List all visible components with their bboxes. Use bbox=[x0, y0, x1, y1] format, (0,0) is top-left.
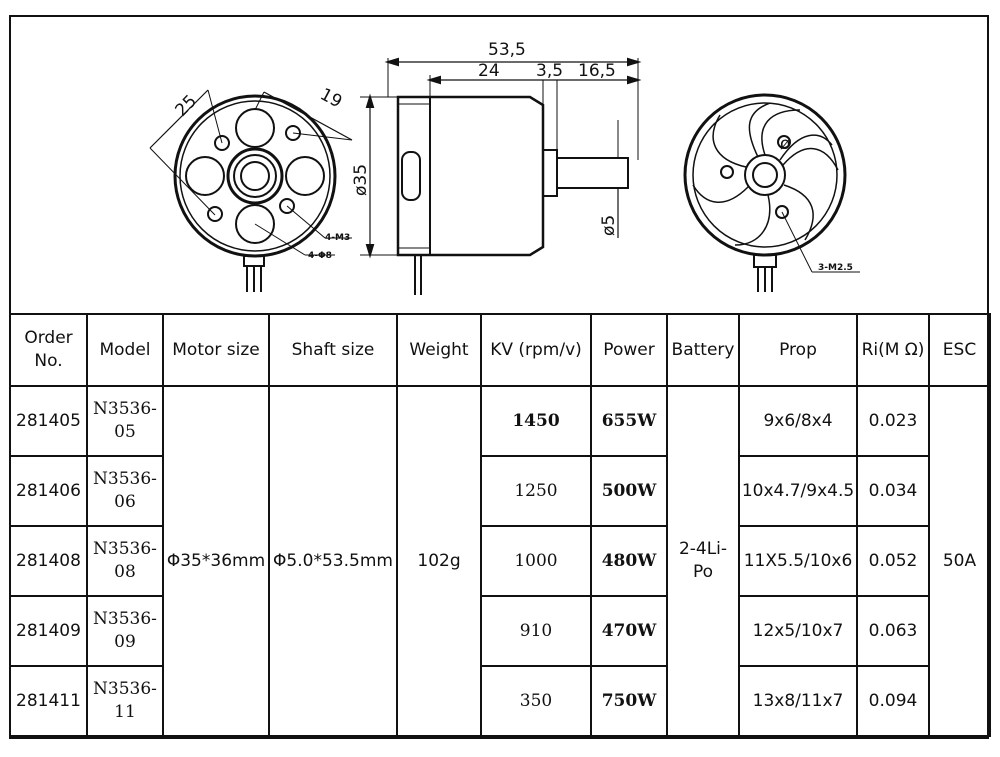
table-row bbox=[10, 386, 990, 456]
cell-motor-size: Φ35*36mm bbox=[163, 386, 269, 736]
cell-model: N3536- 05 bbox=[87, 386, 163, 456]
cell-model: N3536- 08 bbox=[87, 526, 163, 596]
dim-front-19: 19 bbox=[316, 84, 346, 113]
dim-body-diameter: ø35 bbox=[351, 163, 371, 196]
label-3-m2-5: 3-M2.5 bbox=[818, 263, 853, 273]
cell-ri: 0.063 bbox=[857, 596, 929, 666]
cell-prop: 12x5/10x7 bbox=[739, 596, 857, 666]
cell-prop: 9x6/8x4 bbox=[739, 386, 857, 456]
cell-order: 281411 bbox=[10, 666, 87, 736]
cell-power: 480W bbox=[591, 526, 667, 596]
cell-weight: 102g bbox=[397, 386, 481, 736]
dim-overall-length: 53,5 bbox=[488, 40, 526, 60]
cell-kv: 1250 bbox=[481, 456, 591, 526]
table-row bbox=[10, 456, 990, 526]
cell-prop: 11X5.5/10x6 bbox=[739, 526, 857, 596]
cell-model: N3536- 09 bbox=[87, 596, 163, 666]
cell-prop: 13x8/11x7 bbox=[739, 666, 857, 736]
cell-ri: 0.052 bbox=[857, 526, 929, 596]
header-ri: Ri(M Ω) bbox=[857, 314, 929, 386]
side-view bbox=[360, 58, 638, 295]
label-4-phi8: 4-Φ8 bbox=[308, 251, 332, 261]
header-battery: Battery bbox=[667, 314, 739, 386]
header-esc: ESC bbox=[929, 314, 990, 386]
front-view bbox=[150, 90, 352, 292]
header-shaft-size: Shaft size bbox=[269, 314, 397, 386]
cell-shaft-size: Φ5.0*53.5mm bbox=[269, 386, 397, 736]
dim-shaft-diameter: ø5 bbox=[599, 214, 619, 236]
dim-step-length: 3,5 bbox=[536, 61, 564, 81]
header-power: Power bbox=[591, 314, 667, 386]
cell-order: 281408 bbox=[10, 526, 87, 596]
cell-order: 281409 bbox=[10, 596, 87, 666]
motor-technical-drawing bbox=[0, 0, 1000, 313]
header-prop: Prop bbox=[739, 314, 857, 386]
label-rear-dia: ø bbox=[780, 134, 791, 154]
dim-body-length: 24 bbox=[478, 61, 500, 81]
cell-ri: 0.034 bbox=[857, 456, 929, 526]
cell-power: 500W bbox=[591, 456, 667, 526]
header-weight: Weight bbox=[397, 314, 481, 386]
dim-front-25: 25 bbox=[171, 91, 201, 121]
cell-ri: 0.094 bbox=[857, 666, 929, 736]
header-model: Model bbox=[87, 314, 163, 386]
cell-prop: 10x4.7/9x4.5 bbox=[739, 456, 857, 526]
cell-power: 750W bbox=[591, 666, 667, 736]
cell-order: 281405 bbox=[10, 386, 87, 456]
header-kv: KV (rpm/v) bbox=[481, 314, 591, 386]
cell-battery: 2-4Li- Po bbox=[667, 386, 739, 736]
cell-power: 655W bbox=[591, 386, 667, 456]
label-4-m3: 4-M3 bbox=[325, 233, 351, 243]
table-header-row bbox=[10, 314, 990, 386]
table-row bbox=[10, 596, 990, 666]
cell-kv: 910 bbox=[481, 596, 591, 666]
table-row bbox=[10, 526, 990, 596]
cell-esc: 50A bbox=[929, 386, 990, 736]
cell-model: N3536- 11 bbox=[87, 666, 163, 736]
cell-kv: 350 bbox=[481, 666, 591, 736]
cell-model: N3536- 06 bbox=[87, 456, 163, 526]
cell-kv: 1000 bbox=[481, 526, 591, 596]
header-order-no: Order No. bbox=[10, 314, 87, 386]
cell-order: 281406 bbox=[10, 456, 87, 526]
table-row bbox=[10, 666, 990, 736]
specification-table bbox=[9, 313, 991, 737]
cell-power: 470W bbox=[591, 596, 667, 666]
dim-shaft-length: 16,5 bbox=[578, 61, 616, 81]
header-motor-size: Motor size bbox=[163, 314, 269, 386]
cell-ri: 0.023 bbox=[857, 386, 929, 456]
cell-kv: 1450 bbox=[481, 386, 591, 456]
